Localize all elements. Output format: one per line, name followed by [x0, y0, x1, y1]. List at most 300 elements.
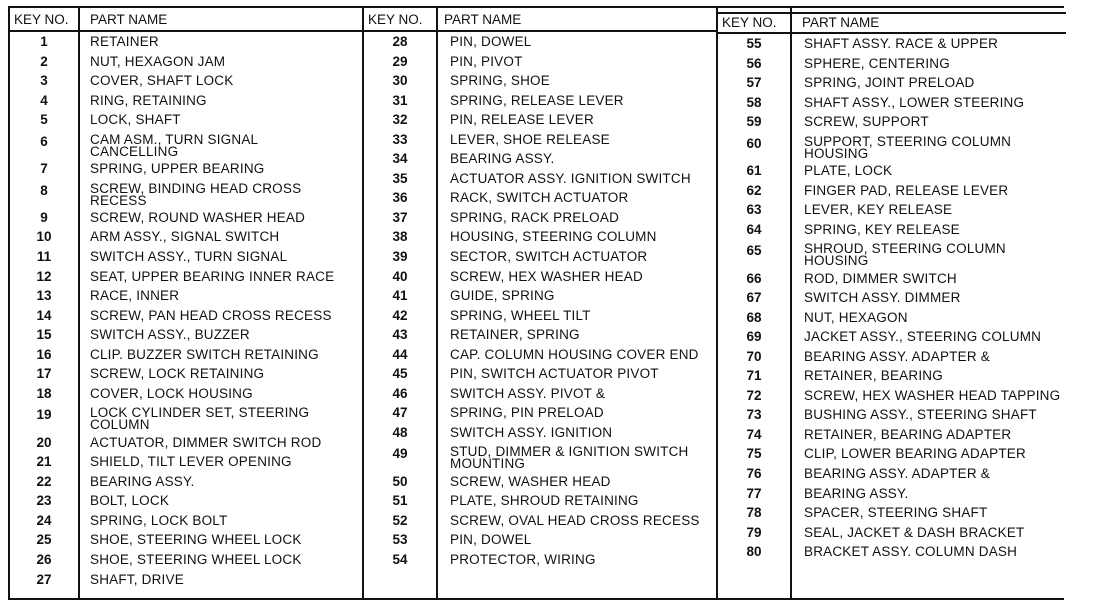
key-number: 56 [746, 55, 762, 71]
part-name-line: SPRING, PIN PRELOAD [450, 405, 604, 421]
key-number: 51 [392, 493, 408, 509]
table-row [364, 348, 716, 368]
part-name [90, 533, 302, 546]
part-name [90, 328, 250, 341]
key-no-header: KEY NO. [722, 15, 777, 30]
part-name-line: PIN, SWITCH ACTUATOR PIVOT [450, 366, 659, 382]
part-name [90, 35, 159, 48]
table-row [364, 152, 716, 172]
key-number: 31 [392, 92, 408, 108]
table-row [364, 250, 716, 270]
table-row [718, 242, 1066, 271]
part-name [90, 573, 184, 586]
key-number: 57 [746, 75, 762, 91]
key-number: 22 [36, 473, 52, 489]
part-name [450, 309, 591, 322]
table-row [10, 406, 362, 435]
table-row [10, 573, 362, 593]
part-name [804, 389, 1060, 402]
key-number: 65 [746, 243, 762, 259]
part-name-line: SHAFT ASSY. RACE & UPPER [804, 36, 999, 51]
part-name-line: PLATE, SHROUD RETAINING [450, 493, 639, 509]
part-name [90, 230, 279, 243]
part-name-line: SPRING, KEY RELEASE [804, 221, 960, 237]
part-name [90, 270, 334, 283]
part-name [804, 223, 960, 236]
key-number: 7 [40, 161, 48, 177]
part-name-line: SWITCH ASSY. DIMMER [804, 290, 961, 306]
part-name-line: CLIP, LOWER BEARING ADAPTER [804, 446, 1026, 462]
part-name-header: PART NAME [802, 15, 880, 30]
part-name-line: RETAINER, BEARING ADAPTER [804, 426, 1012, 442]
part-name [450, 328, 580, 341]
part-name-line: SEAL, JACKET & DASH BRACKET [804, 524, 1025, 540]
part-name [450, 211, 619, 224]
key-number: 6 [40, 133, 48, 149]
parts-column-2 [364, 35, 716, 573]
part-name-line: RING, RETAINING [90, 92, 207, 108]
table-row [364, 367, 716, 387]
key-number: 21 [36, 454, 52, 470]
part-name-line: PIN, DOWEL [450, 532, 532, 548]
part-name-line: COVER, SHAFT LOCK [90, 73, 234, 89]
key-number: 75 [746, 446, 762, 462]
part-name [450, 191, 628, 204]
table-row [718, 291, 1066, 311]
part-name-line: SCREW, OVAL HEAD CROSS RECESS [450, 512, 700, 528]
part-name-line: LOCK, SHAFT [90, 112, 181, 128]
part-name-line: BEARING ASSY. ADAPTER & [804, 466, 990, 482]
part-name [450, 289, 555, 302]
key-number: 14 [36, 307, 52, 323]
key-number: 32 [392, 112, 408, 128]
table-row [10, 436, 362, 456]
part-name [90, 387, 253, 400]
part-name [450, 94, 624, 107]
table-row [718, 37, 1066, 57]
key-number: 60 [746, 135, 762, 151]
part-name [804, 291, 961, 304]
part-name [450, 35, 532, 48]
part-name-line-2: HOUSING [804, 253, 869, 269]
part-name-line: RETAINER, BEARING [804, 368, 943, 384]
table-row [364, 514, 716, 534]
key-number: 11 [36, 249, 52, 264]
part-name-line: NUT, HEXAGON JAM [90, 53, 226, 69]
part-name [804, 241, 1006, 269]
part-name [450, 230, 657, 243]
part-name-line: CLIP. BUZZER SWITCH RETAINING [90, 346, 319, 362]
part-name-line: RETAINER [90, 34, 159, 49]
key-number: 17 [36, 366, 52, 382]
key-number: 67 [746, 290, 762, 306]
part-name [804, 57, 950, 70]
part-name-line: CAM ASM., TURN SIGNAL [90, 131, 259, 147]
part-name [804, 545, 1017, 558]
part-name-line: SEAT, UPPER BEARING INNER RACE [90, 268, 335, 284]
part-name [450, 387, 605, 400]
parts-column-3 [718, 37, 1066, 565]
table-row [10, 367, 362, 387]
key-number: 45 [392, 366, 408, 382]
key-number: 40 [392, 268, 408, 284]
part-name-line: SPRING, LOCK BOLT [90, 512, 228, 528]
table-row [10, 289, 362, 309]
part-name [804, 447, 1026, 460]
part-name-line: FINGER PAD, RELEASE LEVER [804, 182, 1009, 198]
table-row [10, 514, 362, 534]
table-row [364, 94, 716, 114]
table-row [718, 57, 1066, 77]
table-row [718, 272, 1066, 292]
part-name-line: RACK, SWITCH ACTUATOR [450, 190, 629, 206]
part-name [450, 426, 612, 439]
table-row [718, 447, 1066, 467]
part-name [450, 55, 523, 68]
part-name [804, 408, 1037, 421]
part-name [90, 455, 292, 468]
key-number: 19 [36, 407, 52, 423]
part-name [90, 250, 287, 263]
key-number: 30 [392, 73, 408, 89]
table-row [718, 526, 1066, 546]
key-number: 26 [36, 551, 52, 567]
table-row [364, 426, 716, 446]
table-row [718, 389, 1066, 409]
part-name-line: HOUSING, STEERING COLUMN [450, 229, 657, 245]
part-name [450, 444, 689, 472]
key-number: 34 [392, 151, 408, 167]
key-number: 3 [40, 73, 48, 89]
key-number: 13 [36, 288, 52, 304]
part-name [804, 76, 975, 89]
part-name [450, 152, 554, 165]
part-name-line: LOCK CYLINDER SET, STEERING [90, 405, 310, 421]
table-row [10, 494, 362, 514]
part-name [450, 250, 647, 263]
key-number: 23 [36, 493, 52, 509]
table-header-col-2 [362, 10, 716, 32]
part-name-line: SWITCH ASSY., BUZZER [90, 327, 250, 343]
key-number: 64 [746, 221, 762, 237]
table-row [718, 76, 1066, 96]
table-row [10, 211, 362, 231]
key-number: 58 [746, 94, 762, 110]
key-number: 42 [392, 307, 408, 323]
part-name [804, 37, 998, 50]
key-number: 73 [746, 407, 762, 423]
part-name-line: SCREW, BINDING HEAD CROSS [90, 180, 302, 196]
table-row [10, 113, 362, 133]
part-name-line: RETAINER, SPRING [450, 327, 580, 343]
table-row [10, 328, 362, 348]
table-row [364, 387, 716, 407]
part-name [90, 133, 258, 157]
table-row [718, 545, 1066, 565]
part-name-line-2: MOUNTING [450, 456, 526, 472]
part-name-line: SCREW, ROUND WASHER HEAD [90, 209, 306, 225]
key-number: 69 [746, 329, 762, 345]
part-name-line: SHIELD, TILT LEVER OPENING [90, 454, 292, 470]
key-number: 47 [392, 405, 408, 421]
part-name-line: SHROUD, STEERING COLUMN [804, 241, 1006, 257]
table-row [364, 445, 716, 474]
table-row [10, 475, 362, 495]
key-number: 70 [746, 348, 762, 364]
key-number: 43 [392, 327, 408, 343]
table-row [10, 182, 362, 211]
key-number: 36 [392, 190, 408, 206]
part-name [804, 96, 1024, 109]
part-name-line: SPRING, JOINT PRELOAD [804, 75, 975, 91]
table-row [364, 328, 716, 348]
part-name [804, 506, 987, 519]
part-name-line: LEVER, KEY RELEASE [804, 202, 953, 218]
part-name-line-2: HOUSING [804, 145, 869, 161]
table-row [364, 113, 716, 133]
key-number: 16 [36, 346, 52, 362]
part-name [90, 211, 305, 224]
parts-column-1 [10, 35, 362, 592]
part-name [90, 55, 225, 68]
table-row [10, 533, 362, 553]
table-row [10, 348, 362, 368]
table-row [10, 250, 362, 270]
part-name [804, 526, 1024, 539]
key-number: 24 [36, 512, 52, 528]
part-name-line: RACE, INNER [90, 288, 180, 304]
table-row [718, 164, 1066, 184]
part-name-line: SPRING, UPPER BEARING [90, 161, 265, 177]
part-name [90, 494, 169, 507]
part-name-line: CAP. COLUMN HOUSING COVER END [450, 346, 699, 362]
part-name [90, 74, 233, 87]
part-name-header: PART NAME [90, 12, 168, 27]
table-row [364, 270, 716, 290]
part-name-line: PLATE, LOCK [804, 163, 893, 179]
part-name [450, 348, 699, 361]
part-name [90, 113, 181, 126]
key-number: 62 [746, 182, 762, 198]
part-name [90, 436, 321, 449]
part-name-line: SWITCH ASSY. IGNITION [450, 424, 613, 440]
key-number: 15 [36, 327, 52, 343]
key-number: 59 [746, 114, 762, 130]
part-name-line: PIN, RELEASE LEVER [450, 112, 594, 128]
part-name-line: SCREW, HEX WASHER HEAD [450, 268, 643, 284]
part-name [90, 309, 332, 322]
key-number: 50 [392, 473, 408, 489]
part-name-line: ROD, DIMMER SWITCH [804, 270, 957, 286]
part-name [804, 311, 908, 324]
table-row [10, 55, 362, 75]
table-row [10, 309, 362, 329]
part-name-line: SUPPORT, STEERING COLUMN [804, 133, 1012, 149]
part-name [450, 475, 611, 488]
key-number: 48 [392, 424, 408, 440]
table-row [718, 311, 1066, 331]
part-name [804, 272, 957, 285]
part-name [804, 487, 908, 500]
part-name [804, 428, 1011, 441]
key-number: 49 [392, 446, 408, 462]
part-name [450, 133, 610, 146]
key-number: 54 [392, 551, 408, 567]
table-row [364, 289, 716, 309]
part-name-line: SCREW, HEX WASHER HEAD TAPPING [804, 387, 1061, 403]
table-row [10, 553, 362, 573]
table-row [718, 506, 1066, 526]
table-row [10, 455, 362, 475]
part-name [90, 348, 319, 361]
part-name [90, 162, 265, 175]
key-number: 2 [40, 53, 48, 69]
part-name-line: STUD, DIMMER & IGNITION SWITCH [450, 444, 689, 460]
key-number: 41 [392, 288, 408, 304]
table-row [10, 74, 362, 94]
key-number: 55 [746, 36, 762, 51]
part-name [450, 172, 691, 185]
part-name [804, 350, 990, 363]
key-no-header: KEY NO. [14, 12, 69, 27]
table-row [718, 330, 1066, 350]
part-name-line: PIN, PIVOT [450, 53, 523, 69]
key-number: 78 [746, 505, 762, 521]
part-name-line: SHOE, STEERING WHEEL LOCK [90, 551, 302, 567]
part-name [804, 184, 1008, 197]
part-name-line: SCREW, PAN HEAD CROSS RECESS [90, 307, 332, 323]
part-name [450, 494, 639, 507]
key-number: 29 [392, 53, 408, 69]
part-name-line: SCREW, LOCK RETAINING [90, 366, 265, 382]
key-number: 35 [392, 170, 408, 186]
part-name [450, 113, 594, 126]
key-no-header: KEY NO. [368, 12, 423, 27]
key-number: 77 [746, 485, 762, 501]
table-row [10, 230, 362, 250]
part-name-line: BRACKET ASSY. COLUMN DASH [804, 544, 1018, 560]
key-number: 39 [392, 249, 408, 265]
part-name [90, 553, 302, 566]
table-row [364, 35, 716, 55]
part-name [450, 367, 659, 380]
key-number: 76 [746, 466, 762, 482]
table-row [10, 270, 362, 290]
key-number: 66 [746, 270, 762, 286]
part-name-line: SECTOR, SWITCH ACTUATOR [450, 249, 648, 265]
key-number: 37 [392, 209, 408, 225]
key-number: 28 [392, 34, 408, 49]
part-name [804, 115, 929, 128]
part-name-line: SCREW, WASHER HEAD [450, 473, 611, 489]
part-name-line: ACTUATOR, DIMMER SWITCH ROD [90, 434, 322, 450]
key-number: 52 [392, 512, 408, 528]
table-row [364, 133, 716, 153]
part-name-line: BEARING ASSY. ADAPTER & [804, 348, 990, 364]
table-row [718, 428, 1066, 448]
key-number: 72 [746, 387, 762, 403]
part-name-line: SPRING, RELEASE LEVER [450, 92, 624, 108]
table-row [718, 115, 1066, 135]
part-name-line: BUSHING ASSY., STEERING SHAFT [804, 407, 1037, 423]
key-number: 25 [36, 532, 52, 548]
key-number: 20 [36, 434, 52, 450]
key-number: 68 [746, 309, 762, 325]
table-row [718, 487, 1066, 507]
part-name [450, 553, 596, 566]
key-number: 33 [392, 131, 408, 147]
part-name [450, 533, 532, 546]
part-name-line: SHAFT ASSY., LOWER STEERING [804, 94, 1025, 110]
table-row [364, 191, 716, 211]
part-name [90, 405, 310, 433]
part-name [90, 514, 227, 527]
part-name [804, 135, 1011, 159]
key-number: 8 [40, 182, 48, 198]
key-number: 79 [746, 524, 762, 540]
part-name-line: SPRING, RACK PRELOAD [450, 209, 620, 225]
key-number: 27 [36, 571, 52, 587]
table-header-col-3 [716, 12, 1066, 34]
part-name [804, 369, 943, 382]
part-name-line: BEARING ASSY. [804, 485, 909, 501]
table-header-col-1 [10, 10, 362, 32]
table-row [718, 203, 1066, 223]
part-name-line: SHAFT, DRIVE [90, 571, 184, 587]
part-name-line: BEARING ASSY. [90, 473, 195, 489]
key-number: 63 [746, 202, 762, 218]
table-row [718, 369, 1066, 389]
part-name-line: SCREW, SUPPORT [804, 114, 929, 130]
key-number: 71 [746, 368, 762, 384]
key-number: 12 [36, 268, 52, 284]
table-row [718, 96, 1066, 116]
part-name-line: BEARING ASSY. [450, 151, 555, 167]
part-name [90, 475, 194, 488]
key-number: 46 [392, 385, 408, 401]
key-number: 1 [40, 34, 48, 49]
table-row [718, 223, 1066, 243]
part-name-line: BOLT, LOCK [90, 493, 170, 509]
key-number: 18 [36, 385, 52, 401]
part-name [90, 182, 301, 206]
part-name [90, 367, 264, 380]
part-name-line: NUT, HEXAGON [804, 309, 908, 325]
part-name [90, 289, 179, 302]
part-name-line: SPACER, STEERING SHAFT [804, 505, 988, 521]
key-number: 5 [40, 112, 48, 128]
key-number: 80 [746, 544, 762, 560]
part-name-line: SPRING, WHEEL TILT [450, 307, 591, 323]
part-name-line: COVER, LOCK HOUSING [90, 385, 253, 401]
part-name [450, 406, 604, 419]
table-row [364, 406, 716, 426]
table-row [10, 133, 362, 162]
part-name [804, 164, 892, 177]
table-row [10, 94, 362, 114]
part-name [90, 94, 207, 107]
table-row [364, 172, 716, 192]
part-name-line: LEVER, SHOE RELEASE [450, 131, 610, 147]
key-number: 4 [40, 92, 48, 108]
part-name-line: SHOE, STEERING WHEEL LOCK [90, 532, 302, 548]
table-row [364, 475, 716, 495]
part-name-line: JACKET ASSY., STEERING COLUMN [804, 329, 1042, 345]
table-row [718, 350, 1066, 370]
table-row [10, 387, 362, 407]
part-name [450, 74, 550, 87]
part-name [804, 467, 990, 480]
